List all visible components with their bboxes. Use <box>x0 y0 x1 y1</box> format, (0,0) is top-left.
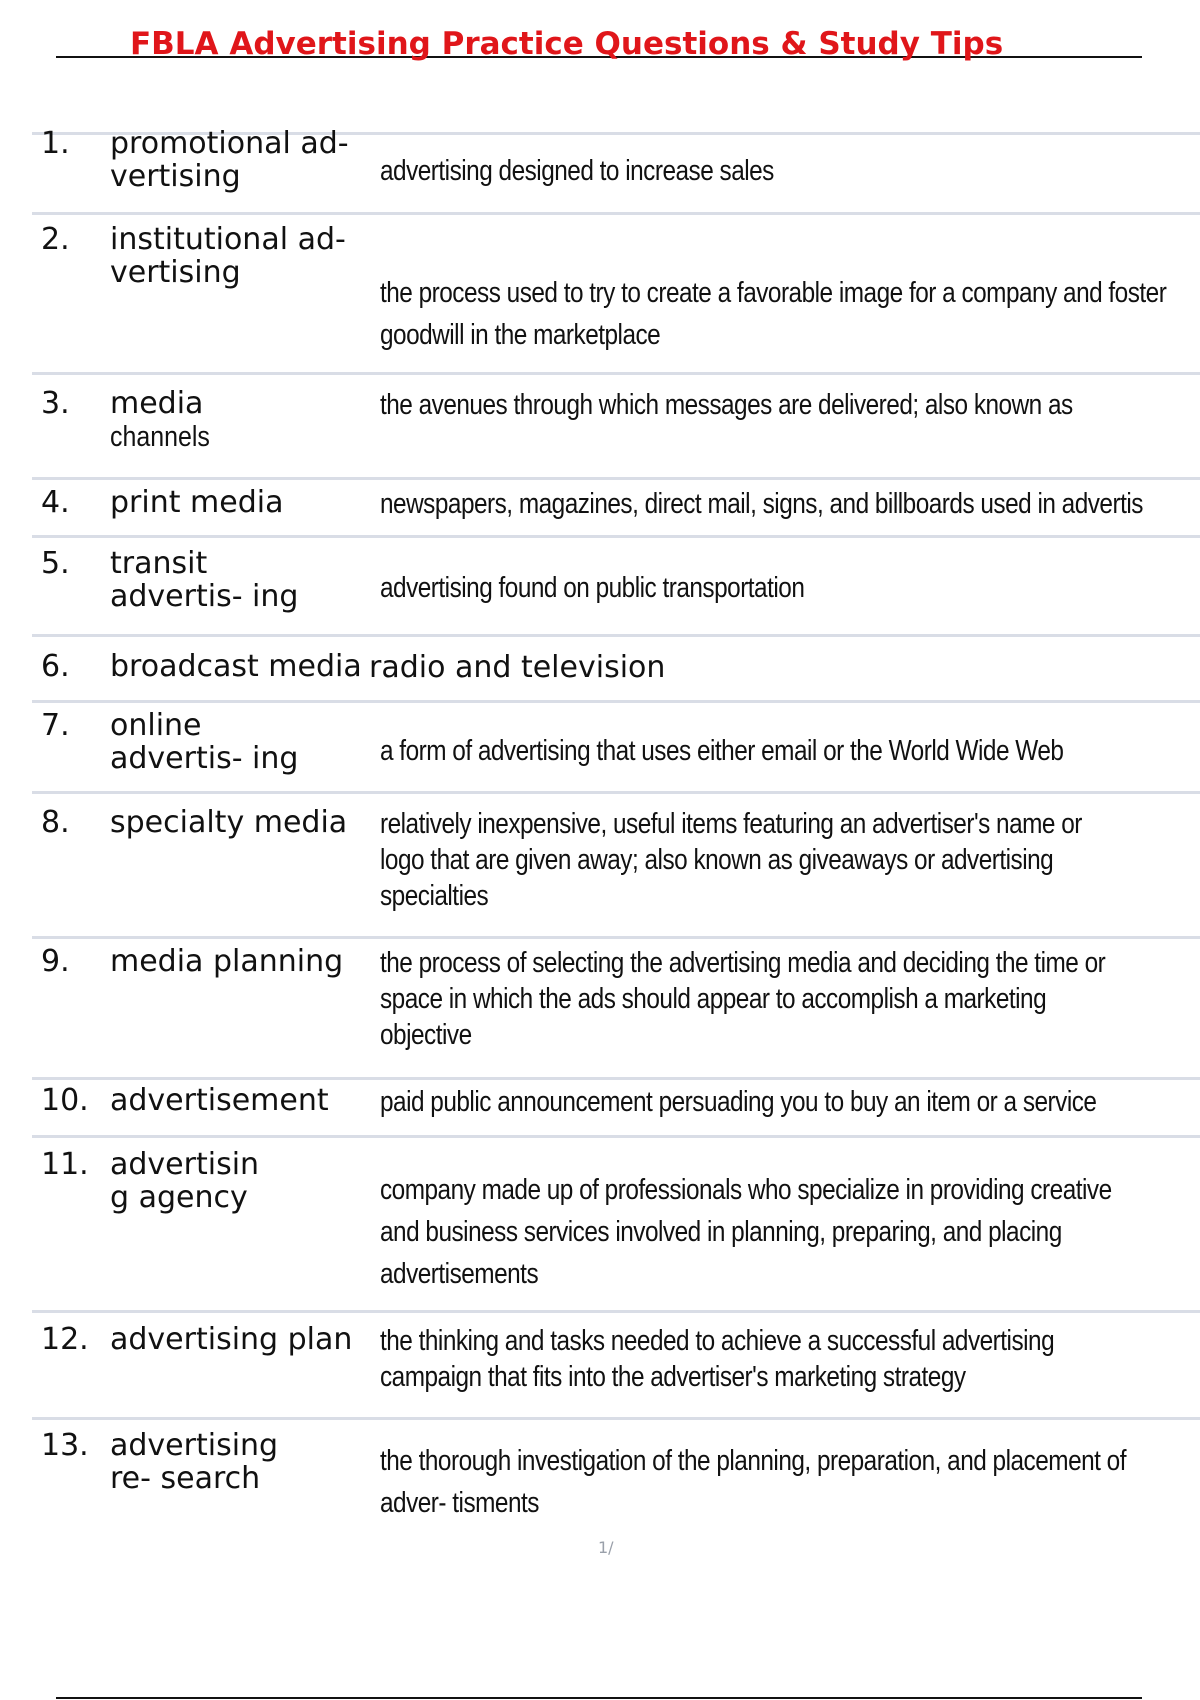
term-row <box>32 126 1200 215</box>
term-row <box>32 637 1200 703</box>
term-name: online advertis- ing <box>110 708 299 776</box>
bottom-rule <box>56 1697 1142 1699</box>
term-number: 11. <box>41 1147 89 1182</box>
term-name-sub: channels <box>110 421 210 453</box>
term-number: 4. <box>41 485 70 520</box>
term-row <box>32 794 1200 939</box>
term-definition: the avenues through which messages are delivered; also known as <box>380 389 1073 421</box>
term-name-main: media <box>110 386 204 421</box>
page-number: 1/ <box>598 1538 614 1557</box>
term-definition: paid public announcement persuading you to buy an item or a service <box>380 1086 1097 1118</box>
term-number: 3. <box>41 386 70 421</box>
term-name: print media <box>110 485 284 520</box>
term-name: institutional ad- vertising <box>110 222 346 290</box>
term-definition: the process used to try to create a favorable image for a company and foster goodwill in the marketplace <box>380 277 1167 351</box>
term-name: advertisement <box>110 1083 329 1118</box>
term-definition: a form of advertising that uses either email or the World Wide Web <box>380 735 1064 767</box>
term-name: transit advertis- ing <box>110 546 299 614</box>
term-name: specialty media <box>110 805 348 840</box>
terms-table <box>32 126 1200 1536</box>
term-definition: advertising found on public transportation <box>380 572 805 604</box>
term-row <box>32 480 1200 538</box>
term-row <box>32 215 1200 375</box>
term-row <box>32 1080 1200 1138</box>
term-definition: newspapers, magazines, direct mail, signs, and billboards used in advertis <box>380 488 1143 520</box>
term-definition: the process of selecting the advertising media and deciding the time or space in which the ads should appear to accomplish a marketing objective <box>380 947 1106 1051</box>
term-number: 7. <box>41 708 70 743</box>
term-definition: relatively inexpensive, useful items featuring an advertiser's name or logo that are given away; also known as giveaways or advertising specialties <box>380 808 1082 912</box>
term-row <box>32 538 1200 637</box>
term-number: 6. <box>41 649 70 684</box>
term-row <box>32 1138 1200 1313</box>
term-number: 8. <box>41 805 70 840</box>
term-name <box>110 387 350 454</box>
page-title: FBLA Advertising Practice Questions & Study Tips <box>130 26 1004 62</box>
term-definition: radio and television <box>369 650 666 685</box>
term-number: 5. <box>41 546 70 581</box>
term-name: advertising plan <box>110 1322 353 1357</box>
term-number: 13. <box>41 1428 89 1463</box>
term-name: promotional ad- vertising <box>110 126 349 194</box>
term-name: media planning <box>110 944 344 979</box>
term-definition: the thorough investigation of the planning, preparation, and placement of adver- tisments <box>380 1445 1126 1519</box>
term-name: advertisin g agency <box>110 1147 260 1215</box>
term-definition: the thinking and tasks needed to achieve a successful advertising campaign that fits into the advertiser's marketing strategy <box>380 1325 1055 1393</box>
term-name: broadcast media <box>110 649 362 684</box>
term-number: 12. <box>41 1322 89 1357</box>
term-definition: advertising designed to increase sales <box>380 155 774 187</box>
term-number: 10. <box>41 1083 89 1118</box>
term-row <box>32 1420 1200 1536</box>
term-number: 9. <box>41 944 70 979</box>
term-definition: company made up of professionals who specialize in providing creative and business services involved in planning, preparing, and placing advertisements <box>380 1174 1112 1290</box>
term-row <box>32 703 1200 794</box>
term-name: advertising re- search <box>110 1428 279 1496</box>
term-number: 2. <box>41 222 70 257</box>
term-row <box>32 1313 1200 1420</box>
term-row <box>32 375 1200 480</box>
term-number: 1. <box>41 126 70 161</box>
term-row <box>32 939 1200 1080</box>
